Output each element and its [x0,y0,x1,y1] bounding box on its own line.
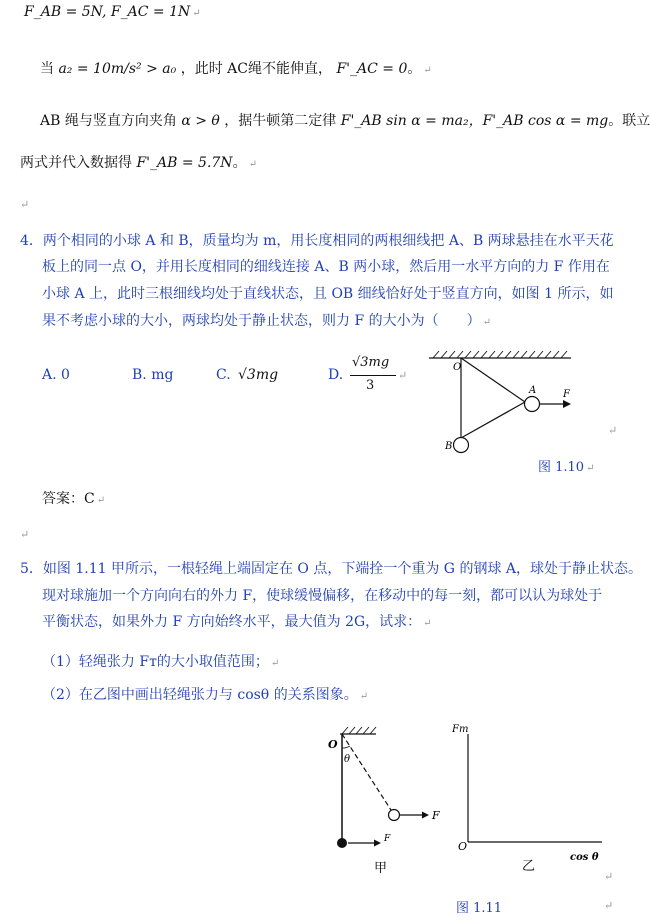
label-origin: O [458,840,468,853]
text: 图 1.11 [456,901,503,916]
option-c-label: C. [216,367,231,383]
text: 答案：C [42,491,95,507]
option-a: A. 0 [42,367,70,383]
text: 。联立 [608,113,650,129]
paragraph-mark: ↵ [482,317,492,328]
paragraph-mark: ↵ [398,369,408,382]
option-c-value: √3mg [238,367,279,383]
paragraph-mark: ↵ [270,658,280,669]
formula-line-1 [24,4,201,20]
option-b: B. mg [132,367,174,383]
text: （2）在乙图中画出轻绳张力与 cosθ 的关系图象。 [42,687,358,703]
text: 。 [232,155,247,171]
label-b: B [445,441,453,452]
q4-line-3: 小球 A 上，此时三根细线均处于直线状态，且 OB 细线恰好处于竖直方向，如图 1 所示，如 [42,286,614,302]
text: ，据牛顿第二定律 [224,113,337,129]
text: 当 [40,61,54,77]
label-theta: θ [344,754,351,765]
paragraph-mark: ↵ [608,424,618,437]
figure-caption-1-10 [538,456,594,475]
option-d-numerator: √3mg [352,355,390,370]
paragraph-mark: ↵ [423,618,432,629]
paragraph-mark: ↵ [20,528,30,541]
formula-alpha: α > θ [181,113,220,129]
fig-a-label: 甲 [374,861,388,876]
paragraph-mark: ↵ [604,899,614,912]
option-d-label: D. [328,367,344,383]
formula-newton: F'_AB sin α = ma₂，F'_AB cos α = mg [340,113,609,129]
q4-line-2: 板上的同一点 O，并用长度相同的细线连接 A、B 两小球，然后用一水平方向的力 F 作用在 [42,259,610,275]
formula-line-4 [20,152,257,172]
xaxis-label: cos θ [570,852,599,863]
q5-line-1: 5．如图 1.11 甲所示，一根轻绳上端固定在 O 点，下端拴一个重为 G 的钢球 A，球处于静止状态。 [20,561,642,577]
q5-line-2: 现对球施加一个方向向右的外力 F，使球缓慢偏移，在移动中的每一刻，都可以认为球处于 [42,588,603,604]
option-d-denominator: 3 [366,378,375,393]
label-a: A [529,385,537,396]
paragraph-mark: ↵ [586,463,595,474]
figure-1-10 [425,348,585,463]
label-f-small: F [384,834,391,844]
yaxis-label: Fт [452,724,469,735]
text: 。 [407,61,422,77]
q4-line-1: 4．两个相同的小球 A 和 B，质量均为 m，用长度相同的两根细线把 A、B 两球悬挂在水平天花 [20,233,614,249]
label-f: F [563,389,570,400]
q5-line-3 [42,611,432,631]
text: 图 1.10 [538,460,585,475]
paragraph-mark: ↵ [248,159,257,170]
figure-caption-1-11 [456,897,502,916]
fig-b-label: 乙 [522,859,536,874]
paragraph-mark: ↵ [604,870,614,883]
text: ，此时 AC绳不能伸直， [180,61,332,77]
text: （1）轻绳张力 Fт的大小取值范围； [42,654,269,670]
paragraph-mark: ↵ [192,8,201,19]
text: 两式并代入数据得 [20,155,132,171]
figure-1-11-jia [318,722,448,880]
formula-line-2 [40,58,432,78]
formula-a2: a₂ = 10m/s² > a₀ [58,61,177,77]
q4-line-4 [42,310,491,330]
paragraph-mark: ↵ [96,495,106,506]
formula-fac: F'_AC = 0 [336,61,408,77]
formula-fab-fac: F_AB = 5N, F_AC = 1N [24,4,191,20]
paragraph-mark: ↵ [359,691,369,702]
formula-result: F'_AB = 5.7N [136,155,233,171]
label-f: F [432,809,440,822]
fraction-bar [350,375,396,376]
label-o: O [453,362,462,373]
label-o: O [328,738,338,751]
q5-sub-2 [42,684,368,704]
answer [42,488,105,508]
q5-sub-1 [42,651,279,671]
formula-line-3 [40,110,650,130]
paragraph-mark: ↵ [20,198,30,211]
text: 平衡状态，如果外力 F 方向始终水平，最大值为 2G，试求： [42,614,422,630]
paragraph-mark: ↵ [423,65,432,76]
text: 果不考虑小球的大小，两球均处于静止状态，则力 F 的大小为（ ） [42,313,481,329]
text: AB 绳与竖直方向夹角 [40,113,177,129]
figure-1-11-yi [448,718,618,880]
